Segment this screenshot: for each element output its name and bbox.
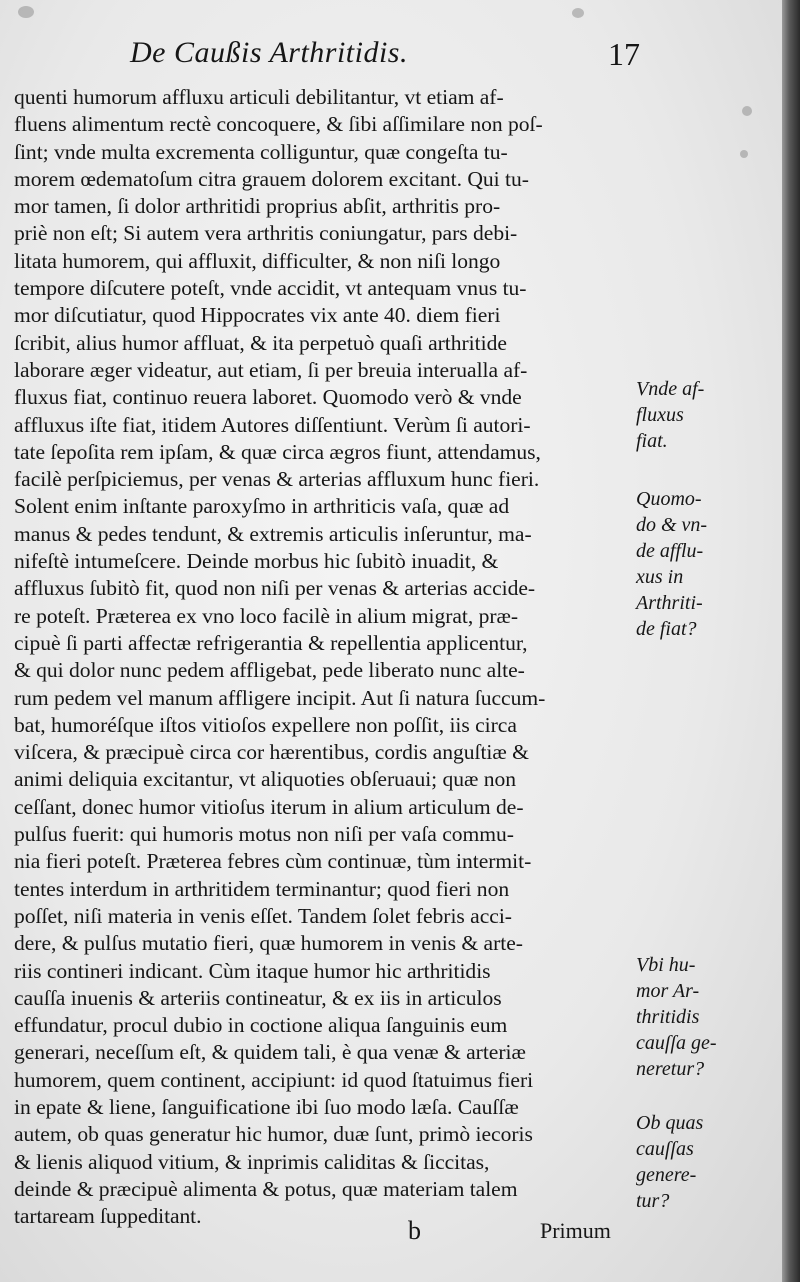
margin-note-line: cauſſas [636, 1138, 694, 1160]
text-line: in epate & liene, ſanguificatione ibi ſuo modo læſa. Cauſſæ [14, 1094, 519, 1119]
text-line: viſcera, & præcipuè circa cor hærentibus, cordis anguſtiæ & [14, 740, 529, 765]
text-line: ſcribit, alius humor affluat, & ita perpetuò quaſi arthritide [14, 330, 507, 355]
text-line: Solent enim inſtante paroxyſmo in arthriticis vaſa, quæ ad [14, 494, 510, 519]
page-header [120, 36, 640, 76]
margin-note-line: xus in [636, 566, 684, 588]
margin-note-line: fiat. [636, 430, 668, 452]
text-line: rum pedem vel manum affligere incipit. Aut ſi natura ſuccum- [14, 685, 546, 710]
text-line: priè non eſt; Si autem vera arthritis coniungatur, pars debi- [14, 221, 518, 246]
text-line: facilè perſpiciemus, per venas & arterias affluxum hunc fieri. [14, 467, 540, 492]
text-line: affluxus iſte fiat, itidem Autores diſſentiunt. Verùm ſi autori- [14, 412, 531, 437]
text-line: effundatur, procul dubio in coctione aliqua ſanguinis eum [14, 1013, 508, 1038]
margin-note-line: thritidis [636, 1006, 700, 1028]
stain [742, 106, 752, 116]
margin-note-line: tur? [636, 1190, 670, 1212]
margin-note [636, 952, 736, 1082]
catchword: Primum [540, 1218, 611, 1243]
text-line: fluxus fiat, continuo reuera laboret. Quomodo verò & vnde [14, 385, 522, 410]
text-line: tempore diſcutere poteſt, vnde accidit, vt antequam vnus tu- [14, 276, 527, 301]
margin-note [636, 1110, 736, 1214]
text-line: generari, neceſſum eſt, & quidem tali, è qua venæ & arteriæ [14, 1040, 526, 1065]
signature-mark: b [408, 1216, 421, 1245]
running-title: De Caußis Arthritidis. [130, 36, 408, 69]
text-line: laborare æger videatur, aut etiam, ſi per breuia interualla af- [14, 357, 528, 382]
margin-note [636, 376, 736, 454]
text-line: cauſſa inuenis & arteriis contineatur, & ex iis in articulos [14, 985, 502, 1010]
page-edge-shadow [782, 0, 800, 1282]
text-line: autem, ob quas generatur hic humor, duæ ſunt, primò iecoris [14, 1122, 533, 1147]
text-line: poſſet, niſi materia in venis eſſet. Tandem ſolet febris acci- [14, 903, 512, 928]
margin-note-line: de fiat? [636, 618, 697, 640]
text-line: quenti humorum affluxu articuli debilitantur, vt etiam af- [14, 85, 504, 109]
text-line: tartaream ſuppeditant. [14, 1204, 202, 1229]
body-text [14, 84, 624, 1230]
text-line: & qui dolor nunc pedem affligebat, pede liberato nunc alte- [14, 658, 525, 683]
margin-note-line: de afflu- [636, 540, 704, 562]
text-line: fluens alimentum rectè concoquere, & ſibi aſſimilare non poſ- [14, 112, 543, 137]
text-line: animi deliquia excitantur, vt aliquoties obſeruaui; quæ non [14, 767, 517, 792]
text-line: mor tamen, ſi dolor arthritidi proprius abſit, arthritis pro- [14, 194, 501, 219]
margin-note-line: cauſſa ge- [636, 1032, 717, 1054]
text-line: pulſus fuerit: qui humoris motus non niſi per vaſa commu- [14, 822, 514, 847]
margin-note-line: neretur? [636, 1058, 705, 1080]
margin-note-line: genere- [636, 1164, 697, 1186]
margin-note-line: Vbi hu- [636, 954, 696, 976]
text-line: cipuè ſi parti affectæ refrigerantia & repellentia applicentur, [14, 630, 528, 655]
text-line: nifeſtè intumeſcere. Deinde morbus hic ſubitò inuadit, & [14, 549, 499, 574]
text-line: humorem, quem continent, accipiunt: id quod ſtatuimus fieri [14, 1067, 534, 1092]
text-line: re poteſt. Præterea ex vno loco facilè in alium migrat, præ- [14, 603, 519, 628]
text-line: mor diſcutiatur, quod Hippocrates vix ante 40. diem fieri [14, 303, 501, 328]
margin-note-line: mor Ar- [636, 980, 700, 1002]
stain [740, 150, 748, 158]
text-line: ſint; vnde multa excrementa colliguntur, quæ congeſta tu- [14, 139, 508, 164]
text-line: & lienis aliquod vitium, & inprimis caliditas & ſiccitas, [14, 1149, 490, 1174]
margin-note-line: Arthriti- [636, 592, 703, 614]
text-line: morem œdematoſum citra grauem dolorem excitant. Qui tu- [14, 166, 529, 191]
margin-note-line: Vnde af- [636, 378, 705, 400]
text-line: manus & pedes tendunt, & extremis articulis inſeruntur, ma- [14, 521, 532, 546]
text-line: dere, & pulſus mutatio fieri, quæ humorem in venis & arte- [14, 931, 523, 956]
margin-note-line: Ob quas [636, 1112, 704, 1134]
margin-note-line: Quomo- [636, 488, 702, 510]
text-line: affluxus ſubitò fit, quod non niſi per venas & arterias accide- [14, 576, 536, 601]
page-footer [0, 1216, 782, 1256]
text-line: ceſſant, donec humor vitioſus iterum in alium articulum de- [14, 794, 524, 819]
text-line: tentes interdum in arthritidem terminantur; quod fieri non [14, 876, 510, 901]
text-line: riis contineri indicant. Cùm itaque humor hic arthritidis [14, 958, 491, 983]
text-line: bat, humoréſque iſtos vitioſos expellere non poſſit, iis circa [14, 712, 517, 737]
text-line: nia fieri poteſt. Præterea febres cùm continuæ, tùm intermit- [14, 849, 532, 874]
text-line: litata humorem, qui affluxit, difficulter, & non niſi longo [14, 248, 501, 273]
text-line: tate ſepoſita rem ipſam, & quæ circa ægros fiunt, attendamus, [14, 439, 541, 464]
margin-note-line: fluxus [636, 404, 684, 426]
text-line: deinde & præcipuè alimenta & potus, quæ materiam talem [14, 1176, 518, 1201]
stain [18, 6, 34, 18]
margin-note-line: do & vn- [636, 514, 708, 536]
margin-note [636, 486, 736, 642]
page-number: 17 [608, 36, 640, 72]
stain [572, 8, 584, 18]
